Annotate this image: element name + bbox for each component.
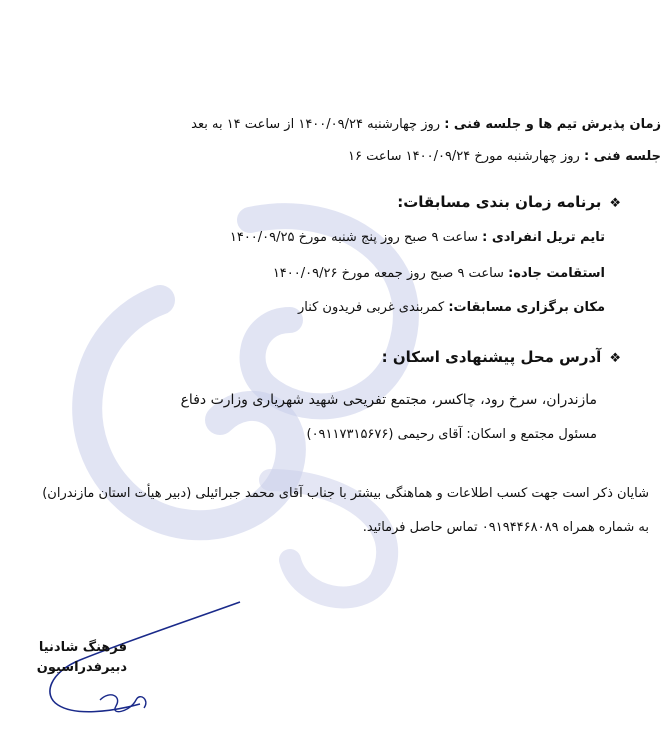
schedule-heading: ❖برنامه زمان بندی مسابقات: bbox=[397, 193, 621, 211]
schedule-item-value: ساعت ۹ صبح روز جمعه مورخ ۱۴۰۰/۰۹/۲۶ bbox=[272, 266, 504, 281]
schedule-item-value: کمربندی غربی فریدون کنار bbox=[297, 300, 445, 315]
schedule-item-label: تایم تریل انفرادی : bbox=[482, 230, 605, 245]
note-line-1: شایان ذکر است جهت کسب اطلاعات و هماهنگی بیشتر با جناب آقای محمد جبرائیلی (دبیر هیأت استان مازندران) bbox=[42, 486, 649, 501]
schedule-item bbox=[230, 229, 605, 247]
schedule-item-label: استقامت جاده: bbox=[508, 266, 605, 281]
technical-meeting-line bbox=[348, 148, 661, 166]
reception-value: روز چهارشنبه ۱۴۰۰/۰۹/۲۴ از ساعت ۱۴ به بعد bbox=[191, 117, 441, 132]
reception-label: زمان پذیرش تیم ها و جلسه فنی : bbox=[444, 117, 661, 132]
bullet-icon: ❖ bbox=[609, 351, 621, 366]
schedule-item-label: مکان برگزاری مسابقات: bbox=[448, 300, 605, 315]
schedule-item-value: ساعت ۹ صبح روز پنج شنبه مورخ ۱۴۰۰/۰۹/۲۵ bbox=[229, 230, 478, 245]
signatory-title: دبیرفدراسیون bbox=[36, 660, 127, 675]
bullet-icon: ❖ bbox=[609, 196, 621, 211]
technical-meeting-label: جلسه فنی : bbox=[583, 149, 661, 164]
accommodation-address: مازندران، سرخ رود، چاکسر، مجتمع تفریحی شهید شهریاری وزارت دفاع bbox=[180, 392, 597, 408]
technical-meeting-value: روز چهارشنبه مورخ ۱۴۰۰/۰۹/۲۴ ساعت ۱۶ bbox=[348, 149, 580, 164]
schedule-item bbox=[273, 265, 605, 283]
accommodation-contact: مسئول مجتمع و اسکان: آقای رحیمی (۰۹۱۱۷۳۱۵۶۷۶) bbox=[306, 427, 597, 442]
schedule-item bbox=[298, 299, 605, 317]
accommodation-heading: ❖آدرس محل پیشنهادی اسکان : bbox=[381, 348, 621, 366]
note-line-2: به شماره همراه ۰۹۱۹۴۴۶۸۰۸۹ تماس حاصل فرمائید. bbox=[362, 520, 649, 535]
reception-time-line bbox=[191, 116, 661, 134]
signature-block bbox=[37, 638, 127, 678]
signatory-name: فرهنگ شادنیا bbox=[38, 640, 127, 655]
